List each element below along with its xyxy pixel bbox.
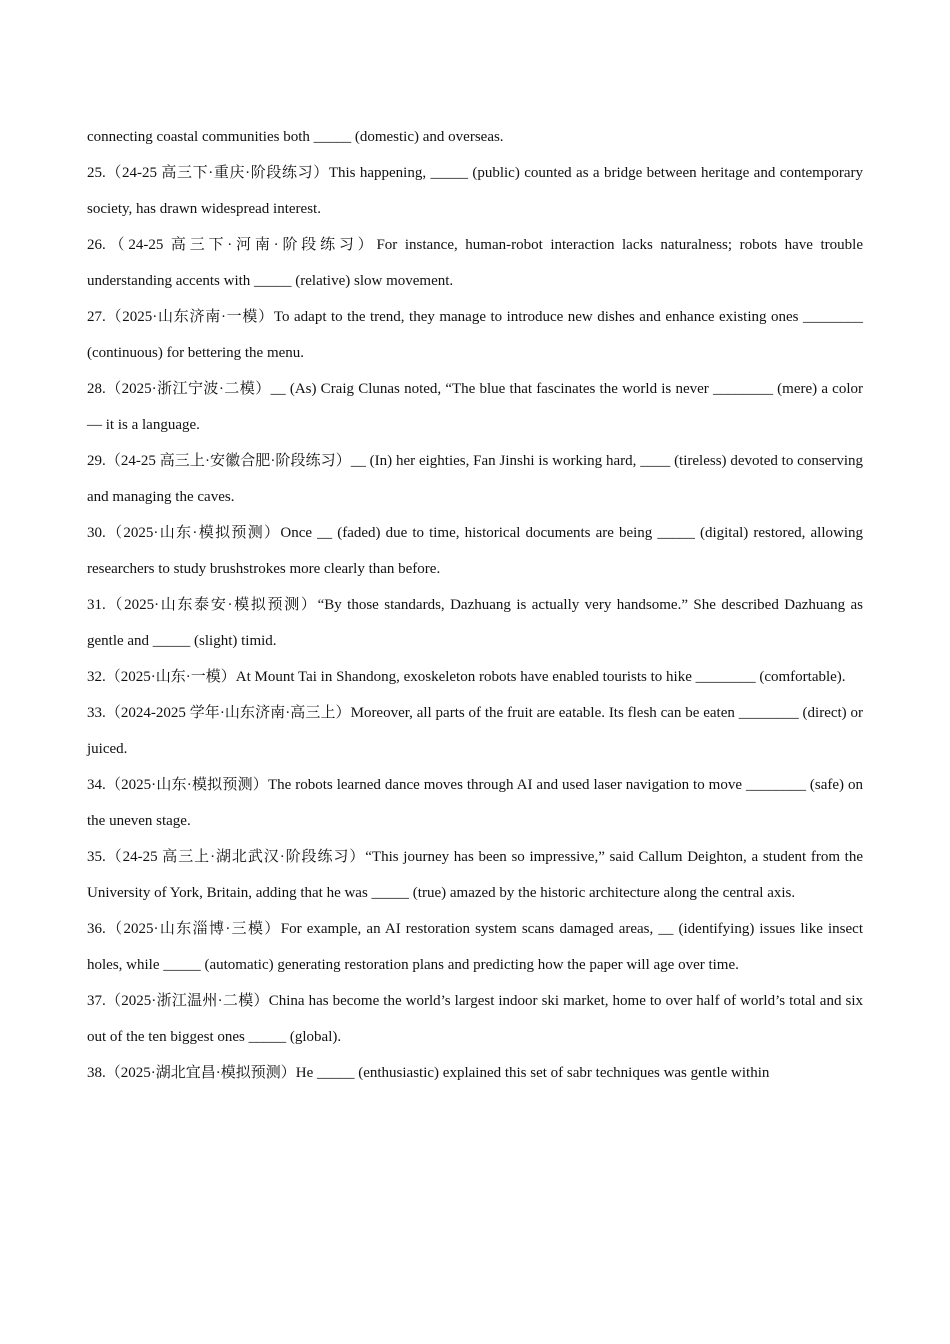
question-31: 31.（2025·山东泰安·模拟预测）“By those standards, Dazhuang is actually very handsome.” She described Dazhuang as gentle and _____ (slight) timid.	[87, 597, 863, 649]
question-34: 34.（2025·山东·模拟预测）The robots learned dance moves through AI and used laser navigation to move ________ (safe) on the uneven stage.	[87, 777, 863, 829]
question-25: 25.（24-25 高三下·重庆·阶段练习）This happening, _____ (public) counted as a bridge between heritage and contemporary society, has drawn widespread interest.	[87, 165, 863, 217]
question-37: 37.（2025·浙江温州·二模）China has become the world’s largest indoor ski market, home to over half of world’s total and six out of the ten biggest ones _____ (global).	[87, 993, 863, 1045]
question-33: 33.（2024-2025 学年·山东济南·高三上）Moreover, all parts of the fruit are eatable. Its flesh can be eaten ________ (direct) or juiced.	[87, 705, 863, 757]
question-29: 29.（24-25 高三上·安徽合肥·阶段练习）__ (In) her eighties, Fan Jinshi is working hard, ____ (tireless) devoted to conserving and managing the caves.	[87, 453, 863, 505]
question-26: 26.（24-25 高三下·河南·阶段练习）For instance, human-robot interaction lacks naturalness; robots have trouble understanding accents with _____ (relative) slow movement.	[87, 237, 863, 289]
question-35: 35.（24-25 高三上·湖北武汉·阶段练习）“This journey has been so impressive,” said Callum Deighton, a student from the University of York, Britain, adding that he was _____ (true) amazed by the historic architecture along the central axis.	[87, 849, 863, 901]
question-32: 32.（2025·山东·一模）At Mount Tai in Shandong, exoskeleton robots have enabled tourists to hike ________ (comfortable).	[87, 669, 846, 685]
question-28: 28.（2025·浙江宁波·二模）__ (As) Craig Clunas noted, “The blue that fascinates the world is never ________ (mere) a color — it is a language.	[87, 381, 863, 433]
question-27: 27.（2025·山东济南·一模）To adapt to the trend, they manage to introduce new dishes and enhance existing ones ________ (continuous) for bettering the menu.	[87, 309, 863, 361]
question-36: 36.（2025·山东淄博·三模）For example, an AI restoration system scans damaged areas, __ (identifying) issues like insect holes, while _____ (automatic) generating restoration plans and predicting how the paper will age over time.	[87, 921, 863, 973]
question-38: 38.（2025·湖北宜昌·模拟预测）He _____ (enthusiastic) explained this set of sabr techniques was gentle within	[87, 1065, 770, 1081]
continuation-line: connecting coastal communities both _____ (domestic) and overseas.	[87, 129, 504, 145]
question-30: 30.（2025·山东·模拟预测）Once __ (faded) due to time, historical documents are being _____ (digital) restored, allowing researchers to study brushstrokes more clearly than before.	[87, 525, 863, 577]
question-list	[87, 119, 863, 1091]
